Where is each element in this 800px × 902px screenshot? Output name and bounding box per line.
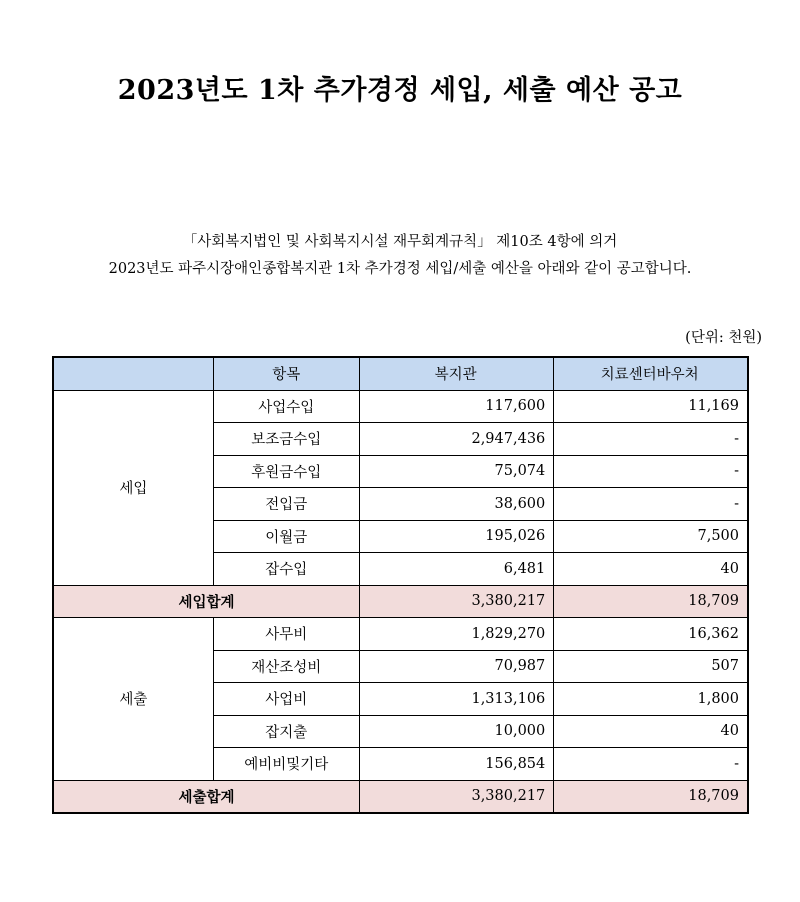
row-welfare: 156,854 [359, 748, 553, 781]
row-voucher: 507 [554, 650, 748, 683]
row-voucher: - [554, 488, 748, 521]
intro-line-2: 2023년도 파주시장애인종합복지관 1차 추가경정 세입/세출 예산을 아래와 같이 공고합니다. [108, 261, 692, 277]
intro-line-1: 「사회복지법인 및 사회복지시설 재무회계규칙」 제10조 4항에 의거 [182, 234, 618, 250]
row-item: 후원금수입 [213, 455, 359, 488]
expense-total-row [53, 780, 748, 813]
expense-total-welfare: 3,380,217 [359, 780, 553, 813]
income-category: 세입 [53, 390, 213, 585]
row-welfare: 2,947,436 [359, 423, 553, 456]
row-item: 이월금 [213, 520, 359, 553]
expense-total-label: 세출합계 [53, 780, 359, 813]
row-welfare: 6,481 [359, 553, 553, 586]
row-item: 전입금 [213, 488, 359, 521]
income-total-voucher: 18,709 [554, 585, 748, 618]
row-item: 잡지출 [213, 715, 359, 748]
row-welfare: 70,987 [359, 650, 553, 683]
income-total-welfare: 3,380,217 [359, 585, 553, 618]
row-item: 사업수입 [213, 390, 359, 423]
table-row [53, 390, 748, 423]
row-voucher: - [554, 423, 748, 456]
row-item: 사업비 [213, 683, 359, 716]
row-voucher: 40 [554, 715, 748, 748]
income-total-label: 세입합계 [53, 585, 359, 618]
row-voucher: - [554, 455, 748, 488]
row-voucher: 7,500 [554, 520, 748, 553]
header-welfare: 복지관 [359, 357, 553, 390]
row-voucher: 1,800 [554, 683, 748, 716]
page-title: 2023년도 1차 추가경정 세입, 세출 예산 공고 [117, 75, 683, 106]
row-item: 예비비및기타 [213, 748, 359, 781]
intro-text [0, 229, 800, 283]
table-row [53, 618, 748, 651]
row-welfare: 117,600 [359, 390, 553, 423]
row-welfare: 75,074 [359, 455, 553, 488]
income-total-row [53, 585, 748, 618]
row-welfare: 1,829,270 [359, 618, 553, 651]
table-header-row [53, 357, 748, 390]
unit-label: (단위: 천원) [685, 330, 762, 346]
row-welfare: 1,313,106 [359, 683, 553, 716]
row-welfare: 10,000 [359, 715, 553, 748]
row-voucher: 16,362 [554, 618, 748, 651]
row-welfare: 195,026 [359, 520, 553, 553]
row-item: 보조금수입 [213, 423, 359, 456]
row-welfare: 38,600 [359, 488, 553, 521]
row-item: 잡수입 [213, 553, 359, 586]
row-item: 재산조성비 [213, 650, 359, 683]
expense-category: 세출 [53, 618, 213, 781]
header-empty [53, 357, 213, 390]
row-voucher: 11,169 [554, 390, 748, 423]
row-voucher: 40 [554, 553, 748, 586]
header-item: 항목 [213, 357, 359, 390]
row-item: 사무비 [213, 618, 359, 651]
budget-table [52, 356, 749, 814]
header-voucher: 치료센터바우처 [554, 357, 748, 390]
expense-total-voucher: 18,709 [554, 780, 748, 813]
row-voucher: - [554, 748, 748, 781]
